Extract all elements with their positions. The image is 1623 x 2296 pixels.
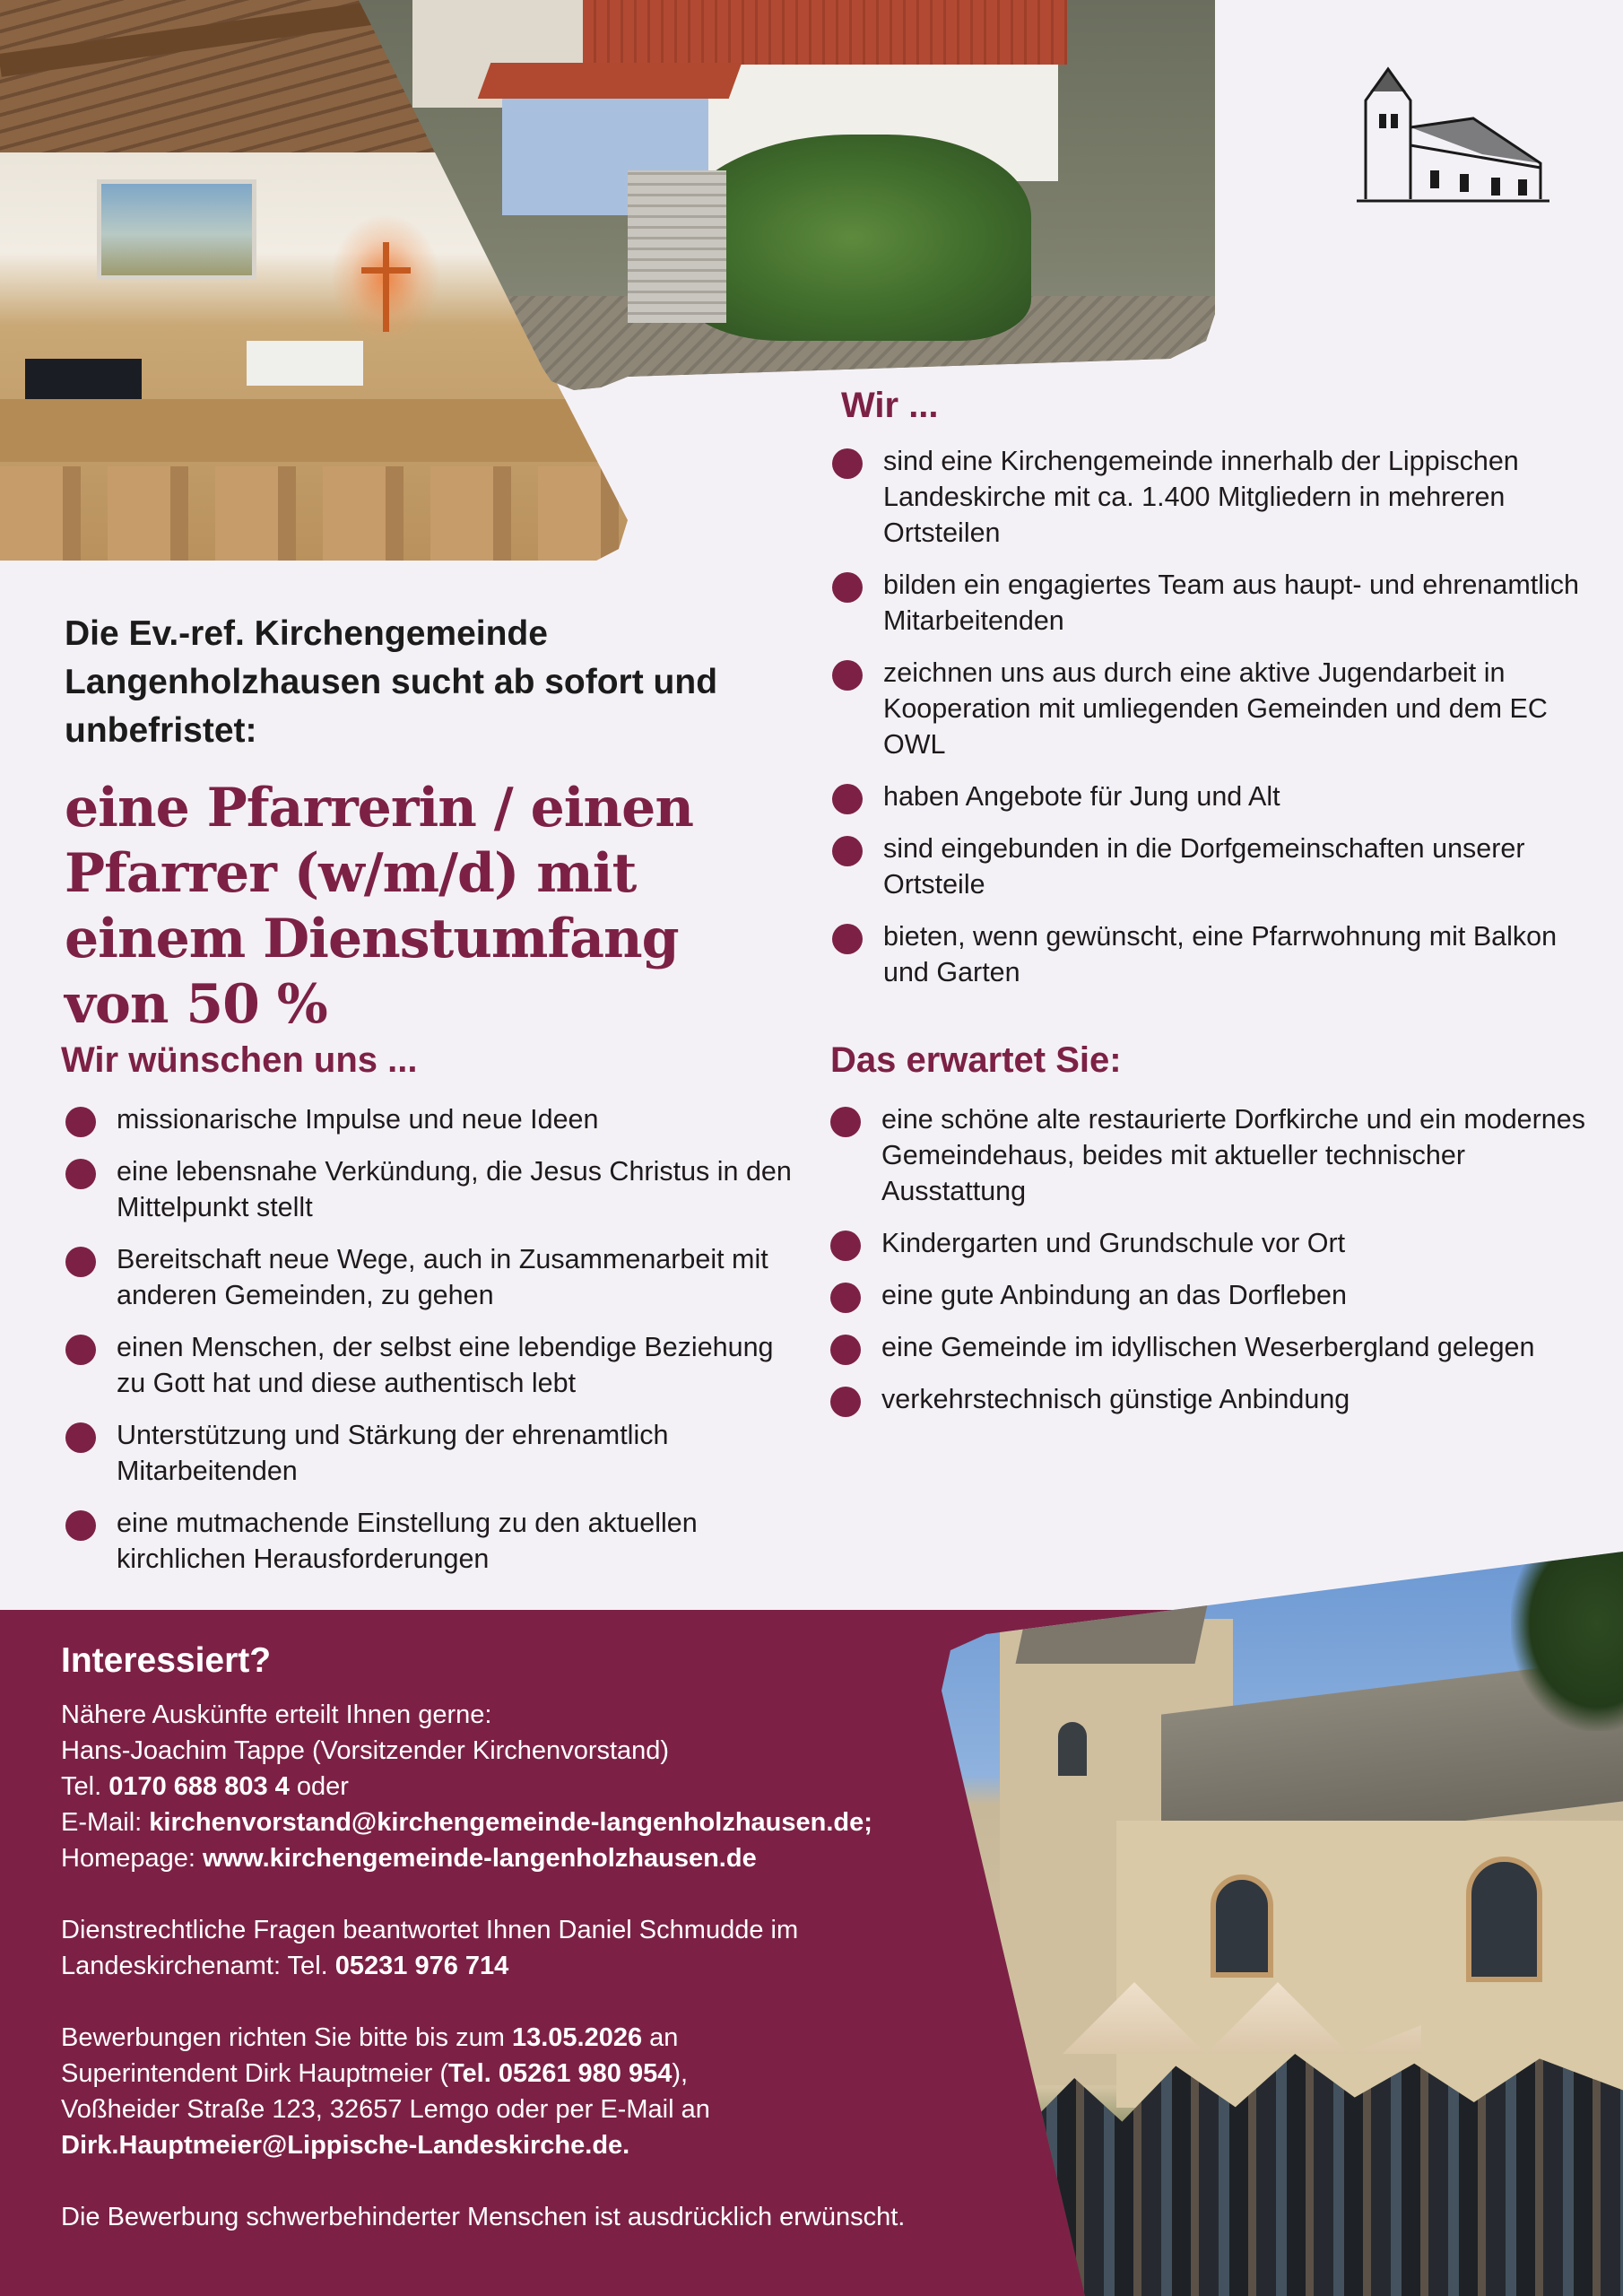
wishes-section-title: Wir wünschen uns ... <box>61 1040 418 1080</box>
spacer <box>61 1984 1047 2020</box>
list-item <box>65 1505 801 1577</box>
bullet-icon <box>832 660 863 691</box>
garden <box>673 135 1031 341</box>
list-item-text: zeichnen uns aus durch eine aktive Jugendarbeit in Kooperation mit umliegenden Gemeinden und dem EC OWL <box>883 657 1548 760</box>
list-item-text: sind eine Kirchengemeinde innerhalb der Lippischen Landeskirche mit ca. 1.400 Mitgliedern in mehreren Ortsteilen <box>883 446 1519 548</box>
annex-roof <box>478 63 742 99</box>
list-item-text: verkehrstechnisch günstige Anbindung <box>881 1384 1350 1414</box>
list-item <box>830 1277 1601 1313</box>
apply-deadline: 13.05.2026 <box>511 2023 643 2052</box>
list-item-text: eine Gemeinde im idyllischen Weserbergland gelegen <box>881 1332 1535 1362</box>
list-item-text: eine lebensnahe Verkündung, die Jesus Christus in den Mittelpunkt stellt <box>117 1156 792 1222</box>
bullet-icon <box>832 836 863 866</box>
bullet-icon <box>65 1247 96 1277</box>
email-label: E-Mail: <box>61 1808 150 1837</box>
list-item-text: eine gute Anbindung an das Dorfleben <box>881 1280 1347 1310</box>
list-item <box>65 1329 801 1401</box>
stairs <box>628 170 726 323</box>
apply-suffix: an <box>642 2023 679 2052</box>
list-item-text: eine mutmachende Einstellung zu den aktuellen kirchlichen Herausforderungen <box>117 1508 698 1574</box>
tree <box>1511 1552 1623 1731</box>
bullet-icon <box>832 448 863 479</box>
apply-prefix: Bewerbungen richten Sie bitte bis zum <box>61 2023 512 2052</box>
superintendent-email-line <box>61 2127 1047 2163</box>
list-item <box>832 567 1603 639</box>
superintendent-phone[interactable]: Tel. 05261 980 954 <box>447 2059 673 2088</box>
offer-list <box>830 1101 1601 1433</box>
phone-suffix: oder <box>289 1772 349 1801</box>
phone-label: Tel. <box>61 1772 109 1801</box>
contact-intro: Nähere Auskünfte erteilt Ihnen gerne: <box>61 1700 492 1729</box>
cross-icon <box>383 242 389 332</box>
list-item <box>832 918 1603 990</box>
chairs <box>0 466 628 561</box>
contact-title: Interessiert? <box>61 1641 272 1680</box>
superintendent-prefix: Superintendent Dirk Hauptmeier ( <box>61 2059 448 2088</box>
bullet-icon <box>830 1231 861 1261</box>
list-item <box>65 1417 801 1489</box>
list-item-text: einen Menschen, der selbst eine lebendige Beziehung zu Gott hat und diese authentisch lebt <box>117 1332 774 1398</box>
projection-screen <box>97 179 256 280</box>
contact-email-line <box>61 1805 1047 1840</box>
legal-phone[interactable]: 05231 976 714 <box>334 1952 509 1980</box>
closing-note: Die Bewerbung schwerbehinderter Menschen ist ausdrücklich erwünscht. <box>61 2203 906 2231</box>
contact-section <box>61 1641 1047 2235</box>
list-item <box>65 1153 801 1225</box>
list-item-text: eine schöne alte restaurierte Dorfkirche und ein modernes Gemeindehaus, beides mit aktueller technischer Ausstattung <box>881 1104 1585 1206</box>
list-item <box>832 831 1603 902</box>
list-item <box>832 655 1603 762</box>
superintendent-email[interactable]: Dirk.Hauptmeier@Lippische-Landeskirche.de. <box>61 2131 630 2160</box>
bullet-icon <box>832 924 863 954</box>
contact-homepage-line <box>61 1840 1047 1876</box>
bullet-icon <box>65 1510 96 1541</box>
list-item <box>830 1225 1601 1261</box>
bullet-icon <box>832 784 863 814</box>
list-item <box>830 1381 1601 1417</box>
bullet-icon <box>65 1107 96 1137</box>
list-item <box>832 778 1603 814</box>
list-item-text: haben Angebote für Jung und Alt <box>883 781 1280 812</box>
bullet-icon <box>65 1159 96 1189</box>
bullet-icon <box>830 1387 861 1417</box>
spacer <box>61 1876 1047 1912</box>
list-item-text: bieten, wenn gewünscht, eine Pfarrwohnung mit Balkon und Garten <box>883 921 1558 987</box>
wir-list <box>832 443 1603 1006</box>
bullet-icon <box>65 1422 96 1453</box>
bullet-icon <box>830 1283 861 1313</box>
cross-bar <box>361 267 411 274</box>
list-item-text: missionarische Impulse und neue Ideen <box>117 1104 599 1135</box>
bullet-icon <box>832 572 863 603</box>
position-title: eine Pfarrerin / einen Pfarrer (w/m/d) mit einem Dienstumfang von 50 % <box>65 777 693 1036</box>
phone-number[interactable]: 0170 688 803 4 <box>108 1772 290 1801</box>
intro-heading: Die Ev.-ref. Kirchengemeinde Langenholzhausen sucht ab sofort und unbefristet: <box>65 614 718 750</box>
bullet-icon <box>65 1335 96 1365</box>
contact-person: Hans-Joachim Tappe (Vorsitzender Kirchenvorstand) <box>61 1736 670 1765</box>
list-item-text: Unterstützung und Stärkung der ehrenamtlich Mitarbeitenden <box>117 1420 669 1486</box>
list-item-text: Bereitschaft neue Wege, auch in Zusammenarbeit mit anderen Gemeinden, zu gehen <box>117 1244 768 1310</box>
legal-line-1: Dienstrechtliche Fragen beantwortet Ihnen Daniel Schmudde im <box>61 1916 799 1944</box>
church-window <box>1466 1857 1542 1982</box>
altar <box>247 341 363 386</box>
list-item-text: bilden ein engagiertes Team aus haupt- und ehrenamtlich Mitarbeitenden <box>883 570 1580 636</box>
superintendent-suffix: ), <box>672 2059 689 2088</box>
stage <box>0 399 628 462</box>
offer-section-title: Das erwartet Sie: <box>830 1040 1122 1080</box>
list-item <box>830 1101 1601 1209</box>
tower-window <box>1058 1722 1087 1776</box>
superintendent-line <box>61 2056 1047 2092</box>
church-window <box>1211 1874 1273 1978</box>
church-sketch-icon <box>1348 65 1554 208</box>
list-item-text: sind eingebunden in die Dorfgemeinschaften unserer Ortsteile <box>883 833 1525 900</box>
legal-label: Landeskirchenamt: Tel. <box>61 1952 335 1980</box>
contact-phone-line <box>61 1769 1047 1805</box>
list-item <box>832 443 1603 551</box>
legal-line-2 <box>61 1948 1047 1984</box>
list-item <box>830 1329 1601 1365</box>
address-line: Voßheider Straße 123, 32657 Lemgo oder per E-Mail an <box>61 2095 710 2124</box>
wir-section-title: Wir ... <box>841 386 939 425</box>
apply-line <box>61 2020 1047 2056</box>
homepage-label: Homepage: <box>61 1844 203 1873</box>
bullet-icon <box>830 1107 861 1137</box>
email-link[interactable]: kirchenvorstand@kirchengemeinde-langenholzhausen.de; <box>149 1808 872 1837</box>
list-item <box>65 1241 801 1313</box>
bullet-icon <box>830 1335 861 1365</box>
wishes-list <box>65 1101 801 1593</box>
list-item <box>65 1101 801 1137</box>
homepage-link[interactable]: www.kirchengemeinde-langenholzhausen.de <box>203 1844 757 1873</box>
list-item-text: Kindergarten und Grundschule vor Ort <box>881 1228 1346 1258</box>
spacer <box>61 2163 1047 2199</box>
house-roof <box>583 0 1067 65</box>
